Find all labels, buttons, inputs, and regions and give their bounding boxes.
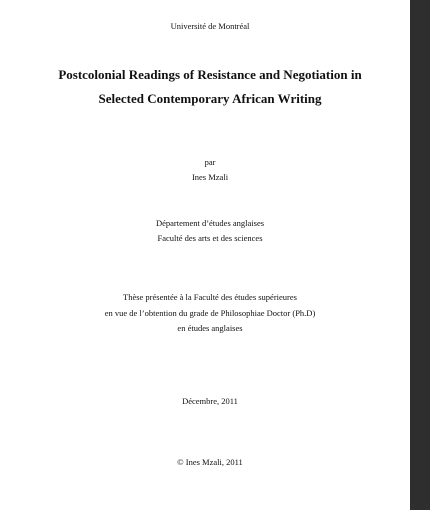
submission-date: Décembre, 2011 bbox=[182, 396, 238, 406]
author-name: Ines Mzali bbox=[191, 172, 229, 182]
viewer-side-bar bbox=[410, 0, 430, 510]
copyright-notice: © Ines Mzali, 2011 bbox=[177, 457, 243, 467]
department-name: Département d’études anglaises bbox=[155, 218, 265, 228]
thesis-title-line-2: Selected Contemporary African Writing bbox=[98, 91, 322, 106]
thesis-title-line-1: Postcolonial Readings of Resistance and Negotiation in bbox=[58, 67, 362, 82]
thesis-statement-line-1: Thèse présentée à la Faculté des études supérieures bbox=[123, 292, 297, 302]
thesis-statement-line-3: en études anglaises bbox=[177, 323, 243, 333]
by-label: par bbox=[204, 157, 216, 167]
university-name: Université de Montréal bbox=[170, 21, 250, 31]
thesis-statement-line-2: en vue de l’obtention du grade de Philosophiae Doctor (Ph.D) bbox=[104, 308, 316, 318]
faculty-name: Faculté des arts et des sciences bbox=[157, 233, 263, 243]
